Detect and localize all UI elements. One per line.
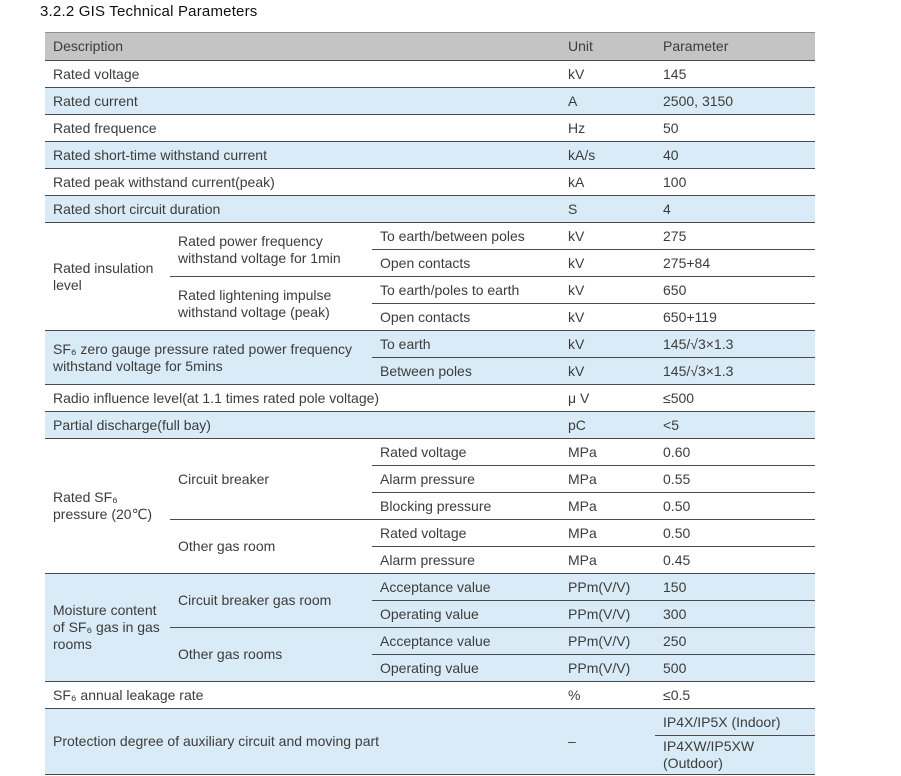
cell-parameter: 0.45 [655,547,815,574]
table-row [45,169,815,196]
cell-unit: kV [560,358,655,385]
cell-parameter: 650 [655,277,815,304]
cell-condition: Acceptance value [372,574,560,601]
table-row [45,709,815,736]
cell-unit: PPm(V/V) [560,655,655,682]
cell-condition: Rated voltage [372,439,560,466]
table-row [45,142,815,169]
table-row [45,574,815,601]
table-row [45,88,815,115]
cell-unit: MPa [560,466,655,493]
cell-parameter: 100 [655,169,815,196]
gis-parameters-table [45,32,815,775]
header-parameter: Parameter [655,33,815,61]
cell-subgroup-label: Circuit breaker [170,439,372,520]
cell-condition: Operating value [372,601,560,628]
cell-unit: MPa [560,547,655,574]
cell-group-label: Rated insulation level [45,223,170,331]
cell-unit: μ V [560,385,655,412]
cell-description: Partial discharge(full bay) [45,412,560,439]
cell-parameter: 0.50 [655,493,815,520]
cell-description: Rated voltage [45,61,560,88]
cell-condition: Blocking pressure [372,493,560,520]
cell-parameter: IP4XW/IP5XW (Outdoor) [655,736,815,775]
cell-description: Rated peak withstand current(peak) [45,169,560,196]
table-row [45,223,815,250]
cell-unit: kA/s [560,142,655,169]
cell-subgroup-label: Other gas rooms [170,628,372,682]
cell-unit: kV [560,277,655,304]
cell-description: SF₆ annual leakage rate [45,682,560,709]
cell-condition: Alarm pressure [372,547,560,574]
cell-condition: To earth/between poles [372,223,560,250]
table-row [45,412,815,439]
cell-parameter: 500 [655,655,815,682]
table-row [45,439,815,466]
cell-group-label: Protection degree of auxiliary circuit and moving part [45,709,560,775]
table-row [45,682,815,709]
cell-unit: pC [560,412,655,439]
cell-condition: Rated voltage [372,520,560,547]
table-row [45,61,815,88]
cell-description: Rated short circuit duration [45,196,560,223]
section-title: 3.2.2 GIS Technical Parameters [40,3,258,20]
cell-parameter: 2500, 3150 [655,88,815,115]
header-unit: Unit [560,33,655,61]
cell-unit: kV [560,304,655,331]
cell-parameter: 40 [655,142,815,169]
cell-parameter: 650+119 [655,304,815,331]
cell-unit: Hz [560,115,655,142]
cell-parameter: 145 [655,61,815,88]
cell-unit: – [560,709,655,775]
cell-parameter: ≤0.5 [655,682,815,709]
cell-unit: kV [560,331,655,358]
cell-parameter: 145/√3×1.3 [655,331,815,358]
cell-condition: Operating value [372,655,560,682]
cell-parameter: 0.60 [655,439,815,466]
cell-parameter: <5 [655,412,815,439]
cell-parameter: 4 [655,196,815,223]
cell-subgroup-label: Rated lightening impulse withstand voltage (peak) [170,277,372,331]
cell-description: Rated frequence [45,115,560,142]
cell-parameter: 0.50 [655,520,815,547]
cell-parameter: 50 [655,115,815,142]
cell-group-label: Moisture content of SF₆ gas in gas rooms [45,574,170,682]
cell-condition: Between poles [372,358,560,385]
cell-condition: Open contacts [372,250,560,277]
cell-unit: PPm(V/V) [560,628,655,655]
cell-group-label: SF₆ zero gauge pressure rated power frequency withstand voltage for 5mins [45,331,372,385]
cell-unit: kV [560,223,655,250]
cell-unit: MPa [560,493,655,520]
cell-unit: MPa [560,439,655,466]
table-row [45,115,815,142]
cell-unit: PPm(V/V) [560,601,655,628]
cell-subgroup-label: Rated power frequency withstand voltage for 1min [170,223,372,277]
cell-condition: To earth/poles to earth [372,277,560,304]
cell-unit: kV [560,61,655,88]
cell-unit: % [560,682,655,709]
cell-group-label: Rated SF₆ pressure (20℃) [45,439,170,574]
cell-parameter: 250 [655,628,815,655]
cell-description: Radio influence level(at 1.1 times rated pole voltage) [45,385,560,412]
cell-unit: PPm(V/V) [560,574,655,601]
header-row [45,33,815,61]
table-row [45,385,815,412]
cell-parameter: IP4X/IP5X (Indoor) [655,709,815,736]
table-row [45,196,815,223]
cell-parameter: 300 [655,601,815,628]
cell-condition: Open contacts [372,304,560,331]
table-row [45,331,815,358]
cell-parameter: 150 [655,574,815,601]
header-description: Description [45,33,560,61]
cell-subgroup-label: Other gas room [170,520,372,574]
cell-unit: kV [560,250,655,277]
cell-parameter: 275 [655,223,815,250]
cell-condition: Acceptance value [372,628,560,655]
cell-condition: Alarm pressure [372,466,560,493]
cell-unit: MPa [560,520,655,547]
cell-description: Rated current [45,88,560,115]
cell-unit: kA [560,169,655,196]
cell-parameter: 0.55 [655,466,815,493]
cell-description: Rated short-time withstand current [45,142,560,169]
cell-parameter: 145/√3×1.3 [655,358,815,385]
cell-subgroup-label: Circuit breaker gas room [170,574,372,628]
cell-unit: S [560,196,655,223]
cell-unit: A [560,88,655,115]
cell-parameter: 275+84 [655,250,815,277]
cell-condition: To earth [372,331,560,358]
cell-parameter: ≤500 [655,385,815,412]
